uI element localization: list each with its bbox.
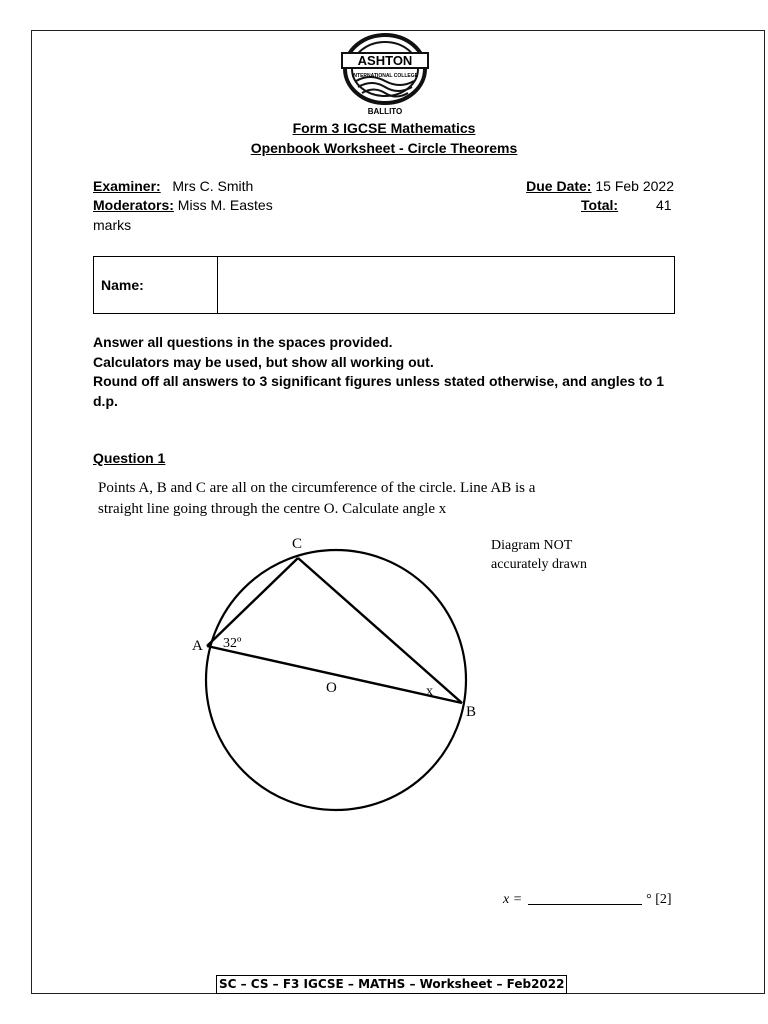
marks-word: marks [93, 217, 132, 233]
answer-row [503, 892, 672, 908]
question-text-line: Points A, B and C are all on the circumference of the circle. Line AB is a [98, 480, 536, 496]
instruction-line: Calculators may be used, but show all working out. [93, 353, 434, 370]
examiner-value: Mrs C. Smith [172, 178, 254, 194]
label-x: x [426, 684, 433, 699]
logo-ring-text: INTERNATIONAL COLLEGE [352, 73, 418, 79]
answer-line[interactable] [528, 904, 642, 905]
examiner-label: Examiner: [93, 178, 161, 194]
label-b: B [466, 704, 477, 720]
chord-cb [298, 558, 462, 703]
chord-ac [207, 558, 298, 646]
logo-name: ASHTON [357, 53, 413, 68]
due-date-value: 15 Feb 2022 [595, 178, 674, 194]
total-label: Total: [581, 197, 619, 213]
diagram-note-line: Diagram NOT [491, 538, 573, 553]
instruction-line: Answer all questions in the spaces provided. [93, 334, 393, 350]
page-subtitle: Openbook Worksheet - Circle Theorems [250, 140, 518, 156]
total-value: 41 [656, 197, 672, 213]
name-label: Name: [94, 257, 218, 313]
footer: SC – CS – F3 IGCSE – MATHS – Worksheet – Feb2022 [216, 975, 567, 994]
page-title: Form 3 IGCSE Mathematics [292, 120, 476, 136]
moderators-value: Miss M. Eastes [177, 197, 273, 213]
label-a: A [192, 638, 203, 654]
logo-place: BALLITO [367, 107, 403, 116]
answer-suffix: ° [2] [646, 892, 672, 907]
instruction-line: Round off all answers to 3 significant figures unless stated otherwise, and angles to 1 d.p. [93, 373, 664, 409]
answer-prefix: x = [503, 892, 523, 907]
angle-label: 32º [223, 636, 242, 651]
label-o: O [326, 680, 337, 696]
label-c: C [292, 536, 303, 552]
due-date-label: Due Date: [526, 178, 592, 194]
question-1-heading: Question 1 [93, 450, 166, 466]
diagram-note-line: accurately drawn [491, 557, 587, 572]
moderators-label: Moderators: [93, 197, 174, 213]
question-text-line: straight line going through the centre O. Calculate angle x [98, 501, 447, 517]
